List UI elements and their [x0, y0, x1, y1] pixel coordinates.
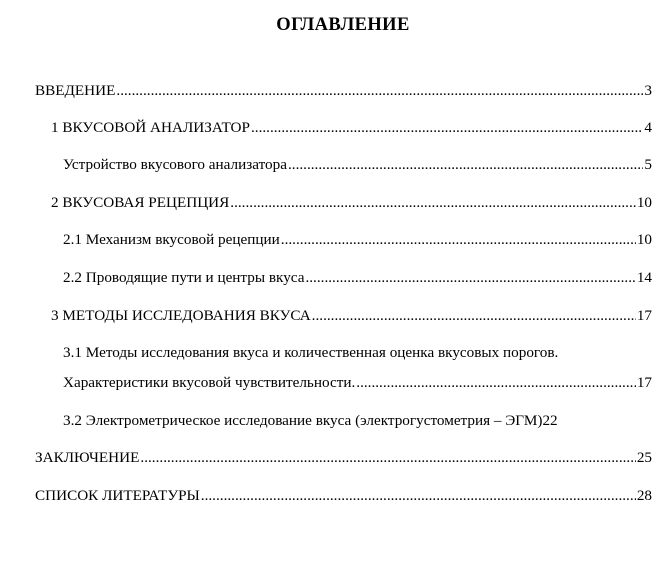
- toc-entry-section-3-1[interactable]: [63, 373, 652, 393]
- toc-entry-label: 3 МЕТОДЫ ИССЛЕДОВАНИЯ ВКУСА: [51, 307, 311, 324]
- toc-entry-label: 2 ВКУСОВАЯ РЕЦЕПЦИЯ: [51, 194, 230, 211]
- toc-entry-label: ВВЕДЕНИЕ: [35, 82, 116, 99]
- toc-page-number: 25: [636, 449, 652, 466]
- toc-entry-section-2-1[interactable]: [63, 230, 652, 250]
- toc-entry-section-3-2[interactable]: [63, 411, 652, 431]
- toc-entry-chapter-3[interactable]: [51, 306, 652, 326]
- toc-entry-section-3-1-line1[interactable]: 3.1 Методы исследования вкуса и количественная оценка вкусовых порогов.: [63, 344, 559, 361]
- toc-page-number: 22: [542, 412, 558, 429]
- toc-entry-label: Характеристики вкусовой чувствительности.: [63, 374, 356, 391]
- toc-entry-label: 2.1 Механизм вкусовой рецепции: [63, 231, 280, 248]
- dot-leader: [281, 230, 636, 250]
- toc-page-number: 10: [636, 231, 652, 248]
- toc-entry-conclusion[interactable]: [35, 448, 652, 468]
- toc-entry-label: 1 ВКУСОВОЙ АНАЛИЗАТОР: [51, 119, 250, 136]
- toc-entry-chapter-2[interactable]: [51, 193, 652, 213]
- toc-entry-label: Устройство вкусового анализатора: [63, 156, 287, 173]
- toc-entry-label: ЗАКЛЮЧЕНИЕ: [35, 449, 140, 466]
- toc-page-number: 28: [636, 487, 652, 504]
- toc-page-number: 10: [636, 194, 652, 211]
- toc-entry-section-2-2[interactable]: [63, 268, 652, 288]
- dot-leader: [140, 448, 635, 468]
- toc-entry-bibliography[interactable]: [35, 486, 652, 506]
- toc-page-number: 14: [636, 269, 652, 286]
- dot-leader: [356, 373, 636, 393]
- toc-page-number: 17: [636, 307, 652, 324]
- toc-entry-label: 2.2 Проводящие пути и центры вкуса: [63, 269, 305, 286]
- dot-leader: [312, 306, 636, 326]
- toc-page-number: 5: [644, 156, 652, 173]
- toc-entry-label: СПИСОК ЛИТЕРАТУРЫ: [35, 487, 200, 504]
- dot-leader: [116, 81, 643, 101]
- dot-leader: [201, 486, 636, 506]
- toc-entry-label: 3.2 Электрометрическое исследование вкуса (электрогустометрия – ЭГМ): [63, 412, 543, 429]
- toc-entry-section-1-1[interactable]: [63, 155, 652, 175]
- toc-page-number: 17: [636, 374, 652, 391]
- toc-title: ОГЛАВЛЕНИЕ: [276, 15, 410, 35]
- toc-page-number: 3: [644, 82, 652, 99]
- toc-entry-chapter-1[interactable]: [51, 118, 652, 138]
- toc-page-number: 4: [644, 119, 652, 136]
- dot-leader: [305, 268, 635, 288]
- dot-leader: [288, 155, 643, 175]
- dot-leader: [230, 193, 636, 213]
- toc-entry-introduction[interactable]: [35, 81, 652, 101]
- dot-leader: [251, 118, 643, 138]
